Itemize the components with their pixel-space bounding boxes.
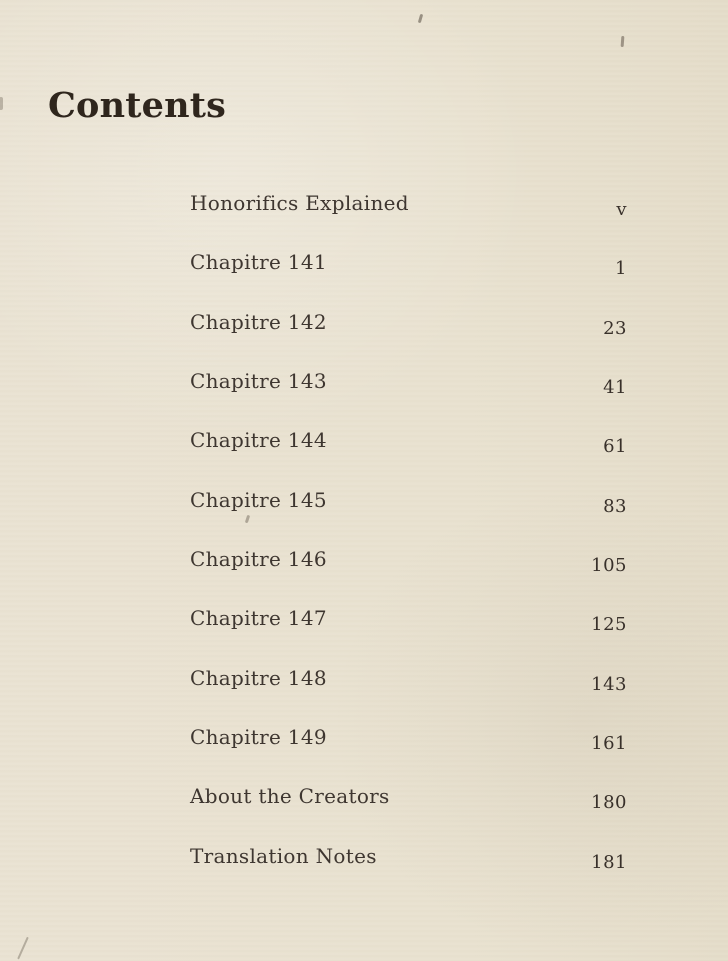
toc-entry: [190, 192, 627, 251]
table-of-contents: [190, 192, 627, 904]
toc-entry-page: 125: [591, 614, 627, 636]
toc-entry-title: Chapitre 141: [190, 250, 327, 275]
toc-entry-page: 41: [603, 377, 627, 399]
toc-entry: [190, 607, 627, 666]
toc-entry-title: Chapitre 144: [190, 428, 327, 453]
toc-entry-title: Translation Notes: [190, 843, 377, 868]
toc-entry-page: 83: [603, 495, 627, 517]
toc-entry-title: Honorifics Explained: [190, 191, 409, 215]
toc-entry: [190, 251, 627, 310]
toc-entry: [190, 548, 627, 607]
toc-entry: [190, 845, 627, 904]
toc-entry: [190, 370, 627, 429]
toc-entry-page: 181: [591, 851, 627, 873]
toc-entry-title: Chapitre 142: [190, 309, 327, 334]
scan-speck: [621, 36, 624, 47]
toc-entry-page: 143: [591, 673, 627, 695]
toc-entry: [190, 785, 627, 844]
toc-entry: [190, 311, 627, 370]
toc-entry-page: 23: [603, 317, 627, 339]
toc-entry-title: Chapitre 149: [190, 725, 327, 750]
toc-entry-page: 180: [591, 792, 627, 814]
toc-entry: [190, 667, 627, 726]
toc-entry-title: Chapitre 145: [190, 487, 327, 512]
toc-entry-page: 161: [591, 733, 627, 755]
toc-entry-title: Chapitre 148: [190, 665, 327, 690]
toc-entry-page: 1: [615, 258, 627, 280]
toc-entry: [190, 489, 627, 548]
toc-entry-page: 61: [603, 436, 627, 458]
toc-entry-title: Chapitre 143: [190, 369, 327, 394]
toc-entry-title: About the Creators: [190, 784, 390, 809]
toc-entry-page: v: [616, 199, 627, 220]
toc-entry: [190, 726, 627, 785]
toc-entry-title: Chapitre 147: [190, 606, 327, 631]
toc-entry-title: Chapitre 146: [190, 547, 327, 572]
page-title: Contents: [48, 85, 227, 126]
toc-entry: [190, 429, 627, 488]
scan-speck: [17, 937, 28, 960]
scan-speck: [0, 97, 3, 110]
toc-entry-page: 105: [591, 555, 627, 577]
scan-speck: [418, 14, 423, 23]
